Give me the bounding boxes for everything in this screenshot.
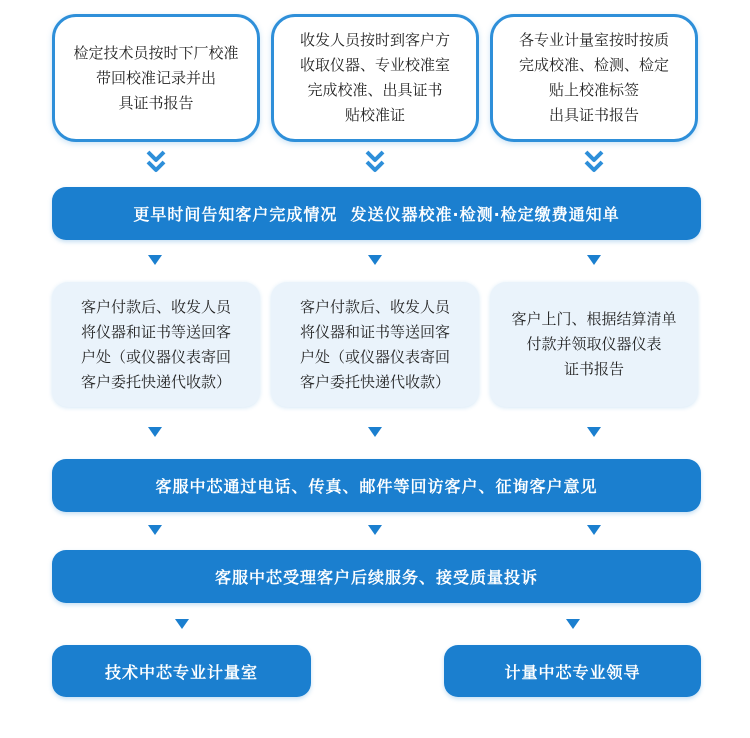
triangle-down-icon	[368, 525, 382, 535]
triangle-down-icon	[368, 255, 382, 265]
bar-text: 技术中芯专业计量室	[104, 662, 258, 682]
double-chevron-down-icon	[145, 149, 167, 175]
step-text: 收发人员按时到客户方 收取仪器、专业校准室 完成校准、出具证书 贴校准证	[299, 31, 450, 124]
triangle-down-icon	[368, 427, 382, 437]
triangle-down-icon	[566, 619, 580, 629]
bar-text: 更早时间告知客户完成情况 发送仪器校准·检测·检定缴费通知单	[133, 205, 620, 224]
triangle-down-icon	[148, 255, 162, 265]
step-text: 各专业计量室按时按质 完成校准、检测、检定 贴上校准标签 出具证书报告	[518, 31, 669, 124]
step-box-onsite-calibration	[52, 14, 260, 142]
triangle-down-icon	[175, 619, 189, 629]
triangle-down-icon	[587, 427, 601, 437]
double-chevron-down-icon	[364, 149, 386, 175]
tech-center-lab-box	[52, 645, 311, 697]
triangle-down-icon	[148, 525, 162, 535]
step-box-pickup-calibration	[271, 14, 479, 142]
triangle-down-icon	[587, 255, 601, 265]
step-box-delivery	[52, 282, 260, 407]
bar-text: 计量中芯专业领导	[504, 662, 641, 682]
triangle-down-icon	[148, 427, 162, 437]
step-text: 检定技术员按时下厂校准 带回校准记录并出 具证书报告	[73, 43, 239, 112]
double-chevron-down-icon	[583, 149, 605, 175]
step-box-lab-calibration	[490, 14, 698, 142]
step-box-self-pickup	[490, 282, 698, 407]
step-box-delivery	[271, 282, 479, 407]
step-text: 客户上门、根据结算清单 付款并领取仪器仪表 证书报告	[511, 310, 677, 378]
triangle-down-icon	[587, 525, 601, 535]
after-service-bar	[52, 550, 701, 603]
step-text: 客户付款后、收发人员 将仪器和证书等送回客 户处（或仪器仪表寄回 客户委托快递代收款）	[80, 297, 231, 391]
step-text: 客户付款后、收发人员 将仪器和证书等送回客 户处（或仪器仪表寄回 客户委托快递代收款）	[299, 297, 450, 391]
bar-text: 客服中芯通过电话、传真、邮件等回访客户、征询客户意见	[155, 477, 598, 496]
follow-up-visit-bar	[52, 459, 701, 512]
metrology-leader-box	[444, 645, 701, 697]
notify-customer-bar	[52, 187, 701, 240]
bar-text: 客服中芯受理客户后续服务、接受质量投诉	[214, 568, 538, 587]
